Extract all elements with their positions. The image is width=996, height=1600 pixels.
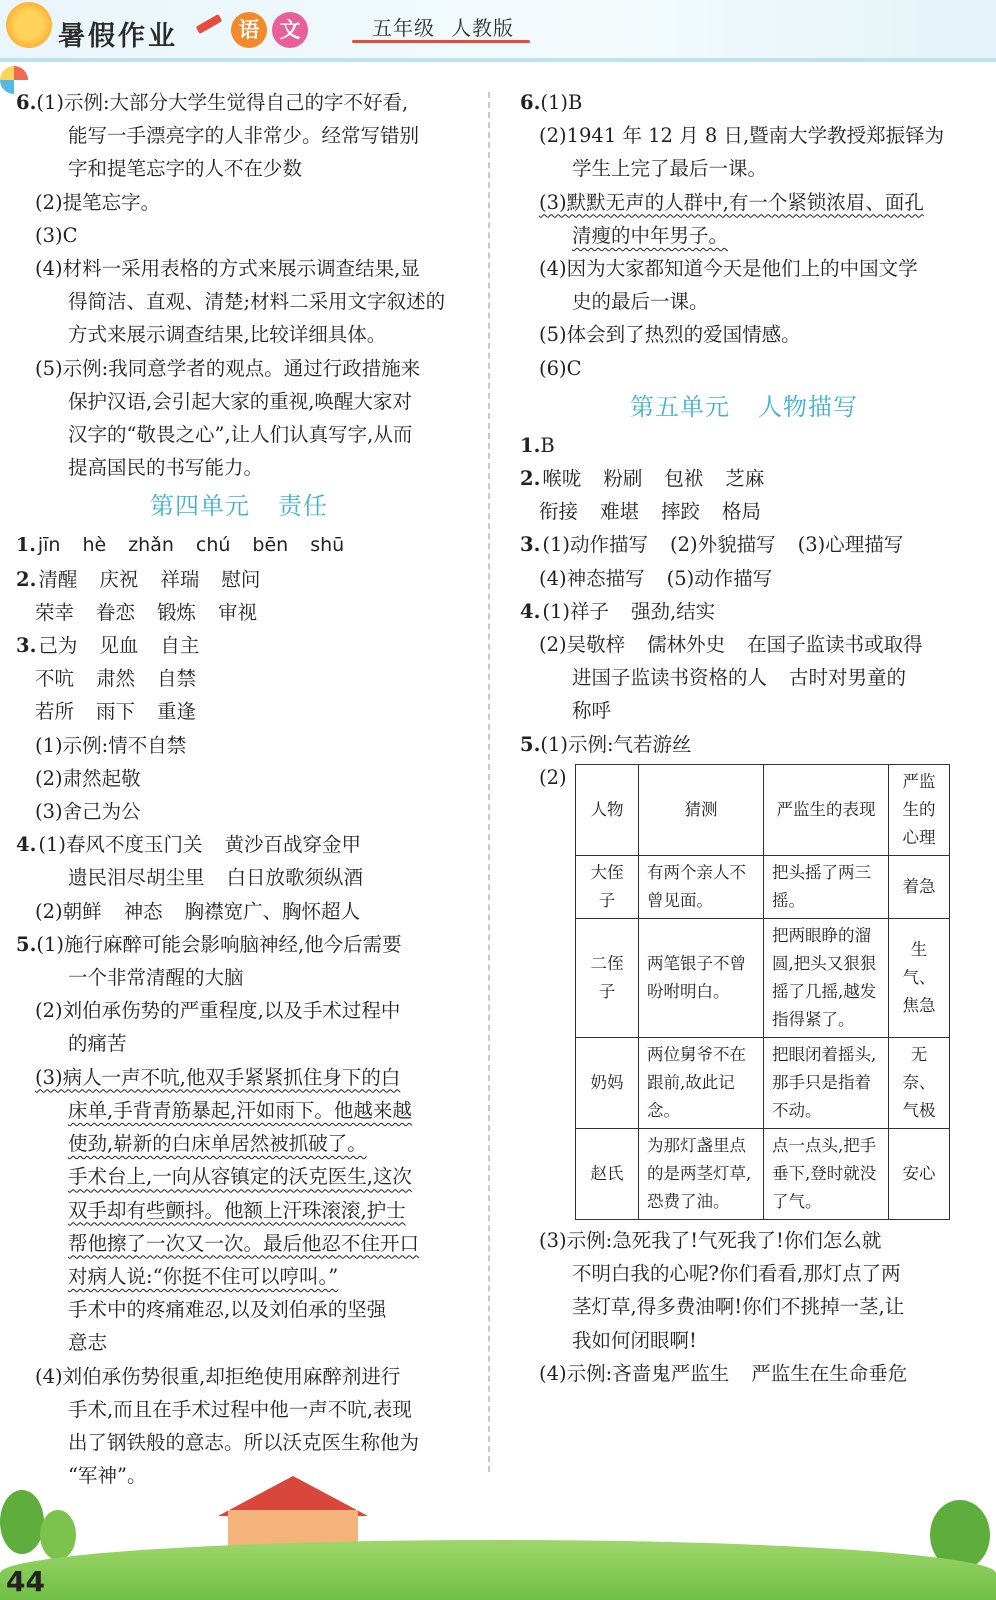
answer-line: 得简洁、直观、清楚;材料二采用文字叙述的 [68, 290, 446, 314]
answer-line: (3)C [35, 223, 78, 247]
table-cell: 大侄子 [576, 856, 639, 919]
answer-line: (6)C [539, 356, 582, 380]
answer-line: (3)舍己为公 [35, 800, 141, 824]
table-cell: 赵氏 [576, 1129, 639, 1220]
answer-line: (2)1941 年 12 月 8 日,暨南大学教授郑振铎为 [539, 124, 945, 148]
table-header-cell: 猜测 [639, 765, 764, 856]
answer-line: 进国子监读书资格的人 古时对男童的 [572, 666, 907, 690]
answer-line: 2. 喉咙 粉刷 包袱 芝麻 [520, 467, 765, 491]
table-cell: 有两个亲人不曾见面。 [639, 856, 764, 919]
answer-line: (3)病人一声不吭,他双手紧紧抓住身下的白 [35, 1065, 401, 1089]
answer-line: 手术,而且在手术过程中他一声不吭,表现 [68, 1397, 412, 1421]
answer-line: (4)材料一采用表格的方式来展示调查结果,显 [35, 257, 420, 281]
table-cell: 无奈、气极 [889, 1038, 950, 1129]
answer-line: (1)示例:情不自禁 [35, 733, 187, 757]
table-header-row [576, 765, 950, 856]
answer-line: 字和提笔忘字的人不在少数 [68, 157, 303, 181]
grade-label: 五年级 [372, 16, 435, 40]
answer-line: 3. (1)动作描写 (2)外貌描写 (3)心理描写 [520, 533, 904, 557]
answer-line: 6.(1)示例:大部分大学生觉得自己的字不好看, [16, 91, 409, 114]
table-cell: 着急 [889, 856, 950, 919]
answer-line: 使劲,崭新的白床单居然被抓破了。 [68, 1132, 367, 1156]
left-column [16, 86, 462, 1492]
answer-line: (4)因为大家都知道今天是他们上的中国文学 [539, 257, 918, 281]
answer-line: 4. (1)祥子 强劲,结实 [520, 599, 716, 623]
table-cell: 安心 [889, 1129, 950, 1220]
answer-line: 的痛苦 [68, 1032, 127, 1056]
answer-line: 3. 己为 见血 自主 [16, 634, 200, 658]
answer-line: (3)示例:急死我了!气死我了!你们怎么就 [539, 1229, 882, 1253]
answer-line: 一个非常清醒的大脑 [68, 966, 244, 990]
table-row [576, 856, 950, 919]
answer-line: 5.(1)施行麻醉可能会影响脑神经,他今后需要 [16, 932, 402, 956]
book-title: 暑假作业 [58, 21, 178, 52]
answer-line: 衔接 难堪 摔跤 格局 [539, 500, 762, 524]
pencil-icon [196, 14, 223, 34]
answer-line: 4. (1)春风不度玉门关 黄沙百战穿金甲 [16, 833, 361, 857]
answer-line: 能写一手漂亮字的人非常少。经常写错别 [68, 124, 420, 148]
table-cell: 为那灯盏里点的是两茎灯草,恐费了油。 [639, 1129, 764, 1220]
table-cell: 两位舅爷不在跟前,故此记念。 [639, 1038, 764, 1129]
answer-line: 双手却有些颤抖。他额上汗珠滚滚,护士 [68, 1198, 406, 1222]
footer-illustration [0, 1470, 996, 1600]
answer-line: (2)肃然起敬 [35, 766, 141, 790]
answer-line: (5)示例:我同意学者的观点。通过行政措施来 [35, 356, 421, 380]
sun-icon [6, 2, 52, 48]
answer-line: 学生上完了最后一课。 [572, 157, 768, 181]
table-cell: 两笔银子不曾吩咐明白。 [639, 919, 764, 1038]
table-cell: 二侄子 [576, 919, 639, 1038]
answer-line: 汉字的“敬畏之心”,让人们认真写字,从而 [68, 423, 413, 447]
answer-line: “军神”。 [68, 1464, 147, 1488]
answer-line: 床单,手背青筋暴起,汗如雨下。他越来越 [68, 1098, 412, 1122]
answer-line: 遗民泪尽胡尘里 白日放歌须纵酒 [68, 866, 364, 890]
answer-line: 称呼 [572, 699, 612, 723]
header-underline [352, 40, 530, 43]
right-column [520, 86, 968, 1390]
tree-icon [40, 1510, 76, 1560]
table-header-cell: 人物 [576, 765, 639, 856]
table-header-cell: 严监生的心理 [889, 765, 950, 856]
answer-line: (4)神态描写 (5)动作描写 [539, 566, 773, 590]
answer-line: (3)默默无声的人群中,有一个紧锁浓眉、面孔 [539, 190, 924, 214]
answer-line: 方式来展示调查结果,比较详细具体。 [68, 323, 387, 347]
answer-line: 不明白我的心呢?你们看看,那灯点了两 [572, 1262, 901, 1286]
column-divider [488, 92, 490, 1472]
answer-line: (2) [539, 765, 567, 789]
answer-line: 提高国民的书写能力。 [68, 456, 264, 480]
page-header [0, 0, 996, 62]
table-cell: 生气、焦急 [889, 919, 950, 1038]
answer-line: 我如何闭眼啊! [572, 1328, 697, 1352]
answer-line: (2)朝鲜 神态 胸襟宽广、胸怀超人 [35, 899, 361, 923]
subject-badge-2: 文 [272, 12, 308, 48]
answer-line: 1. jīn hè zhǎn chú bēn shū [16, 534, 345, 557]
answer-line: 不吭 肃然 自禁 [35, 667, 197, 691]
answer-line: 手术中的疼痛难忍,以及刘伯承的坚强 [68, 1298, 387, 1322]
answer-line: (4)刘伯承伤势很重,却拒绝使用麻醉剂进行 [35, 1364, 401, 1388]
unit-heading: 第四单元 责任 [150, 492, 328, 521]
answer-line: 保护汉语,会引起大家的重视,唤醒大家对 [68, 389, 412, 413]
tree-icon [0, 1490, 44, 1554]
page-number: 44 [6, 1565, 45, 1598]
table-row [576, 1129, 950, 1220]
header-divider [0, 58, 996, 62]
answer-line: 若所 雨下 重逢 [35, 700, 197, 724]
answer-line: 清瘦的中年男子。 [572, 223, 729, 247]
table-cell: 点一点头,把手垂下,登时就没了气。 [764, 1129, 889, 1220]
answer-line: 茎灯草,得多费油啊!你们不挑掉一茎,让 [572, 1295, 905, 1319]
table-header-cell: 严监生的表现 [764, 765, 889, 856]
answer-line: 1.B [520, 433, 555, 457]
answer-line: (4)示例:吝啬鬼严监生 严监生在生命垂危 [539, 1361, 908, 1385]
answer-line: 出了钢铁般的意志。所以沃克医生称他为 [68, 1430, 420, 1454]
grass-decoration [0, 1540, 996, 1600]
answer-line: 帮他擦了一次又一次。最后他忍不住开口 [68, 1231, 420, 1255]
answer-line: 2. 清醒 庆祝 祥瑞 慰问 [16, 567, 261, 591]
answer-line: (2)提笔忘字。 [35, 190, 161, 214]
grade-edition [372, 12, 530, 41]
table-cell: 把头摇了两三摇。 [764, 856, 889, 919]
subject-badge-1: 语 [231, 12, 267, 48]
answer-line: 意志 [68, 1331, 108, 1355]
answer-line: 对病人说:“你挺不住可以哼叫。” [68, 1264, 339, 1288]
answer-line: (2)吴敬梓 儒林外史 在国子监读书或取得 [539, 633, 923, 657]
answer-line: (2)刘伯承伤势的严重程度,以及手术过程中 [35, 999, 401, 1023]
answer-line: 手术台上,一向从容镇定的沃克医生,这次 [68, 1165, 412, 1189]
table-cell: 奶妈 [576, 1038, 639, 1129]
answer-line: 5.(1)示例:气若游丝 [520, 732, 692, 756]
answer-table [575, 764, 950, 1220]
table-row [576, 1038, 950, 1129]
edition-label: 人教版 [451, 16, 514, 40]
answer-line: 史的最后一课。 [572, 290, 709, 314]
table-cell: 把眼闭着摇头,那手只是指着不动。 [764, 1038, 889, 1129]
answer-line: 6.(1)B [520, 91, 583, 114]
table-cell: 把两眼睁的溜圆,把头又狠狠摇了几摇,越发指得紧了。 [764, 919, 889, 1038]
answer-line: (5)体会到了热烈的爱国情感。 [539, 323, 801, 347]
answer-line: 荣幸 眷恋 锻炼 审视 [35, 600, 258, 624]
unit-heading: 第五单元 人物描写 [630, 392, 858, 421]
table-row [576, 919, 950, 1038]
